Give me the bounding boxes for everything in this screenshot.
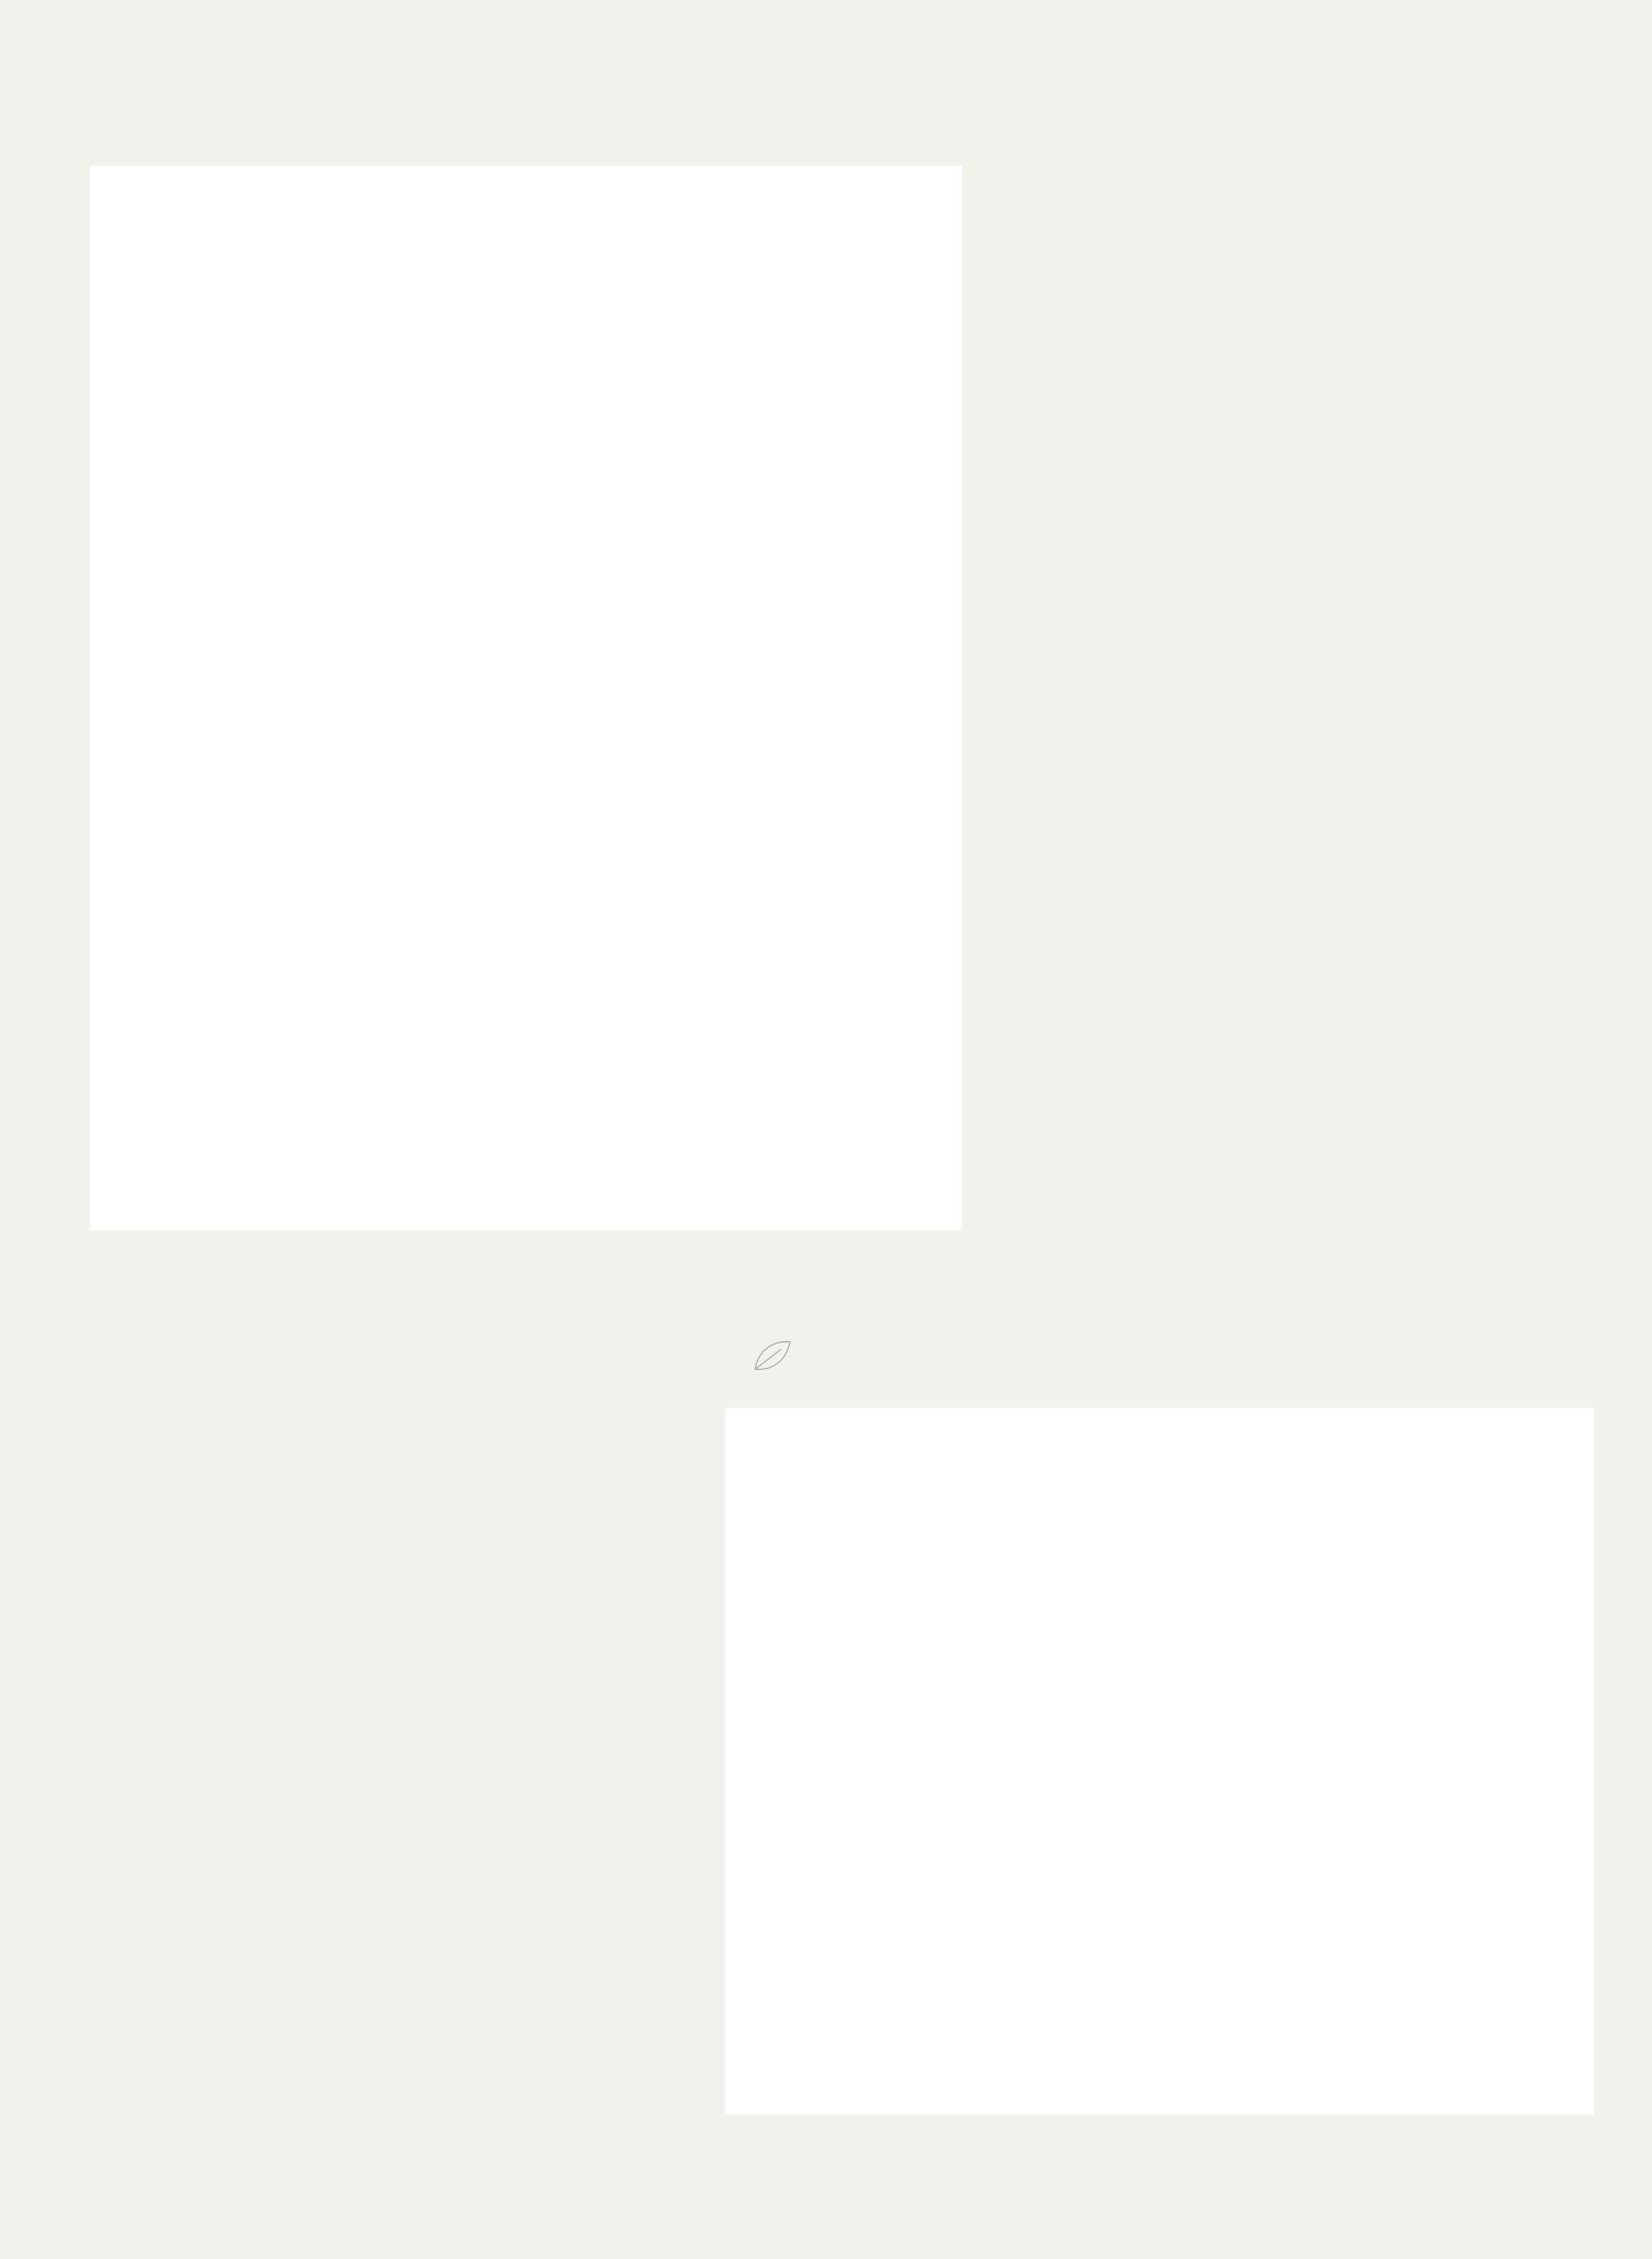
portrait-grid-bottom [725,1408,1594,2115]
leaf-watermark-icon [751,1337,793,1375]
portrait-grid-top [90,166,962,1231]
